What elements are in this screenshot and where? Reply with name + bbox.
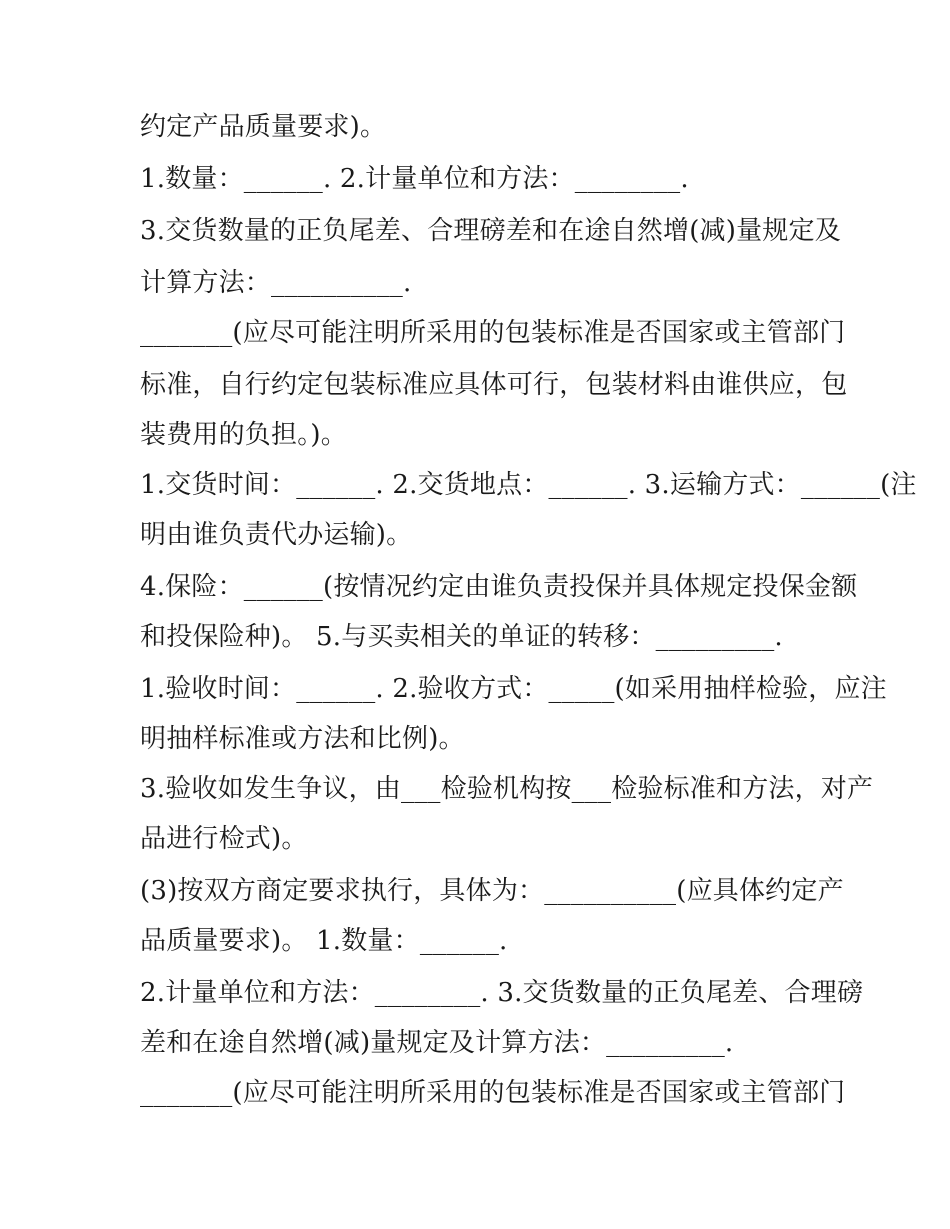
text-line: 标准，自行约定包装标准应具体可行，包装材料由谁供应，包 xyxy=(140,370,848,400)
text-line: 品质量要求)。 1.数量：______. xyxy=(140,926,508,956)
text-line: 差和在途自然增(减)量规定及计算方法：_________. xyxy=(140,1028,734,1058)
text-line: 品进行检式)。 xyxy=(140,824,308,854)
text-line: 装费用的负担。)。 xyxy=(140,420,347,450)
text-line: _______(应尽可能注明所采用的包装标准是否国家或主管部门 xyxy=(140,318,846,348)
text-line: 明由谁负责代办运输)。 xyxy=(140,520,413,550)
text-line: 1.验收时间：______. 2.验收方式：_____(如采用抽样检验，应注 xyxy=(140,674,887,704)
text-line: 2.计量单位和方法：________. 3.交货数量的正负尾差、合理磅 xyxy=(140,978,864,1008)
text-line: _______(应尽可能注明所采用的包装标准是否国家或主管部门 xyxy=(140,1078,846,1108)
text-line: 和投保险种)。 5.与买卖相关的单证的转移：_________. xyxy=(140,622,783,652)
text-line: 3.交货数量的正负尾差、合理磅差和在途自然增(减)量规定及 xyxy=(140,216,841,246)
text-line: 3.验收如发生争议，由___检验机构按___检验标准和方法，对产 xyxy=(140,774,874,804)
text-line: 明抽样标准或方法和比例)。 xyxy=(140,724,465,754)
text-line: (3)按双方商定要求执行，具体为：__________(应具体约定产 xyxy=(140,876,844,906)
text-line: 计算方法：__________. xyxy=(140,268,412,298)
text-line: 1.交货时间：______. 2.交货地点：______. 3.运输方式：______(注 xyxy=(140,470,917,500)
text-line: 约定产品质量要求)。 xyxy=(140,112,387,142)
text-line: 1.数量：______. 2.计量单位和方法：________. xyxy=(140,164,689,194)
text-line: 4.保险：______(按情况约定由谁负责投保并具体规定投保金额 xyxy=(140,572,858,602)
